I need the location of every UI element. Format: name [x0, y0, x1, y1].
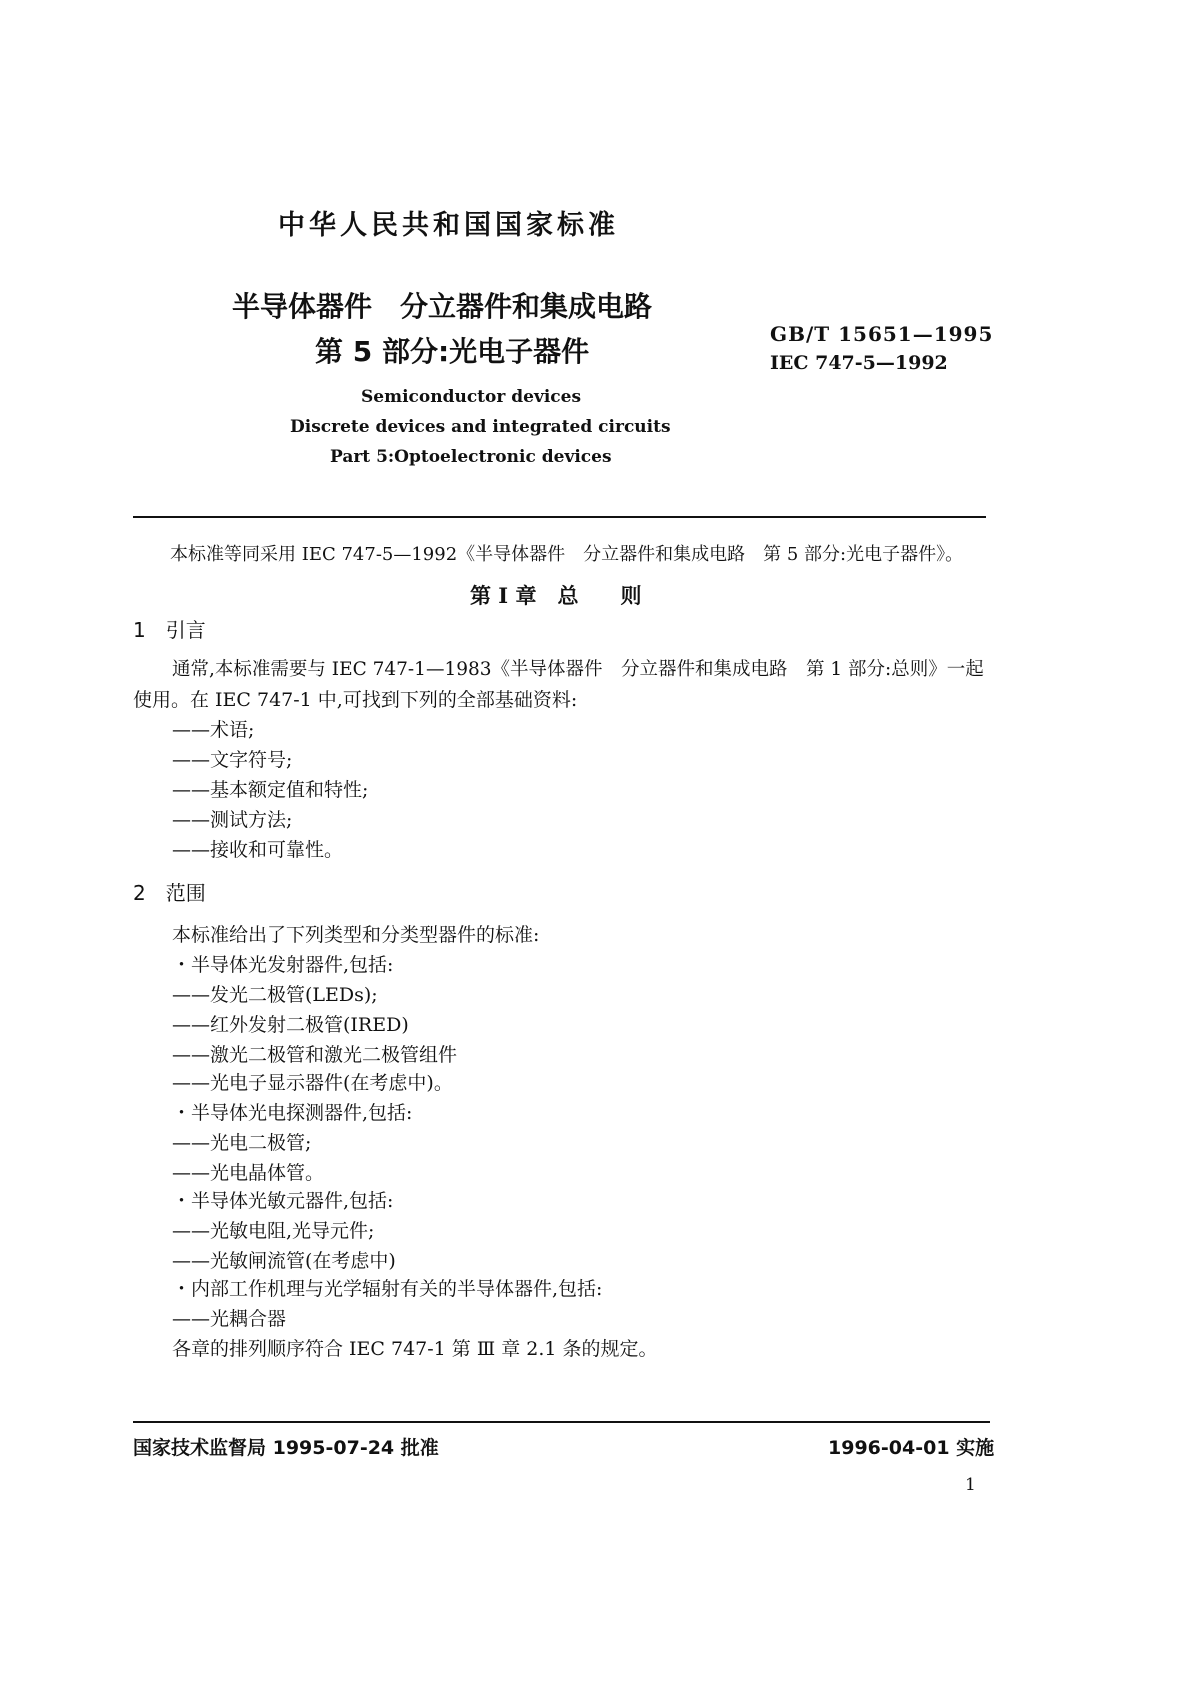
section2-line: ——光耦合器 [172, 1308, 287, 1330]
title-en-line3: Part 5:Optoelectronic devices [330, 447, 612, 467]
section2-line: ——光敏闸流管(在考虑中) [172, 1250, 396, 1272]
section2-line: ——激光二极管和激光二极管组件 [172, 1044, 458, 1066]
section2-lead: 本标准给出了下列类型和分类型器件的标准: [172, 924, 540, 946]
implementation-date: 1996-04-01 实施 [828, 1437, 995, 1459]
section1-para-line1: 通常,本标准需要与 IEC 747-1—1983《半导体器件 分立器件和集成电路 第 1 部分:总则》一起 [172, 659, 984, 680]
title-en-line2: Discrete devices and integrated circuits [290, 417, 671, 437]
page-number: 1 [965, 1475, 976, 1495]
title-cn-line1: 半导体器件 分立器件和集成电路 [232, 290, 653, 323]
section1-item: ——基本额定值和特性; [172, 779, 369, 801]
section2-line: ・半导体光电探测器件,包括: [172, 1102, 413, 1124]
section2-line: ・内部工作机理与光学辐射有关的半导体器件,包括: [172, 1278, 603, 1300]
section2-heading: 2 范围 [133, 881, 206, 905]
standard-number-gb: GB/T 15651—1995 [770, 322, 994, 346]
section1-item: ——接收和可靠性。 [172, 839, 344, 861]
intro-note: 本标准等同采用 IEC 747-5—1992《半导体器件 分立器件和集成电路 第 5 部分:光电子器件》。 [170, 544, 964, 565]
section2-line: ——光电晶体管。 [172, 1162, 325, 1184]
chapter-title: 第 I 章 总 则 [470, 583, 642, 608]
section1-heading: 1 引言 [133, 618, 206, 642]
standard-number-iec: IEC 747-5—1992 [770, 352, 948, 374]
footer-divider [133, 1421, 990, 1423]
approval-date: 国家技术监督局 1995-07-24 批准 [133, 1437, 439, 1459]
section2-line: ・半导体光发射器件,包括: [172, 954, 394, 976]
section2-line: ——发光二极管(LEDs); [172, 984, 378, 1006]
section1-item: ——术语; [172, 719, 255, 741]
section2-line: ——光敏电阻,光导元件; [172, 1220, 375, 1242]
section2-line: ——光电子显示器件(在考虑中)。 [172, 1072, 453, 1094]
section2-line: ・半导体光敏元器件,包括: [172, 1190, 394, 1212]
section2-line: ——光电二极管; [172, 1132, 312, 1154]
national-standard-title: 中华人民共和国国家标准 [278, 210, 619, 241]
section2-line: ——红外发射二极管(IRED) [172, 1014, 409, 1036]
section2-line: 各章的排列顺序符合 IEC 747-1 第 Ⅲ 章 2.1 条的规定。 [172, 1338, 658, 1360]
section1-item: ——测试方法; [172, 809, 293, 831]
header-divider [133, 516, 986, 518]
title-en-line1: Semiconductor devices [361, 387, 582, 407]
title-cn-line2: 第 5 部分:光电子器件 [315, 335, 590, 368]
section1-para-line2: 使用。在 IEC 747-1 中,可找到下列的全部基础资料: [133, 689, 578, 711]
section1-item: ——文字符号; [172, 749, 293, 771]
